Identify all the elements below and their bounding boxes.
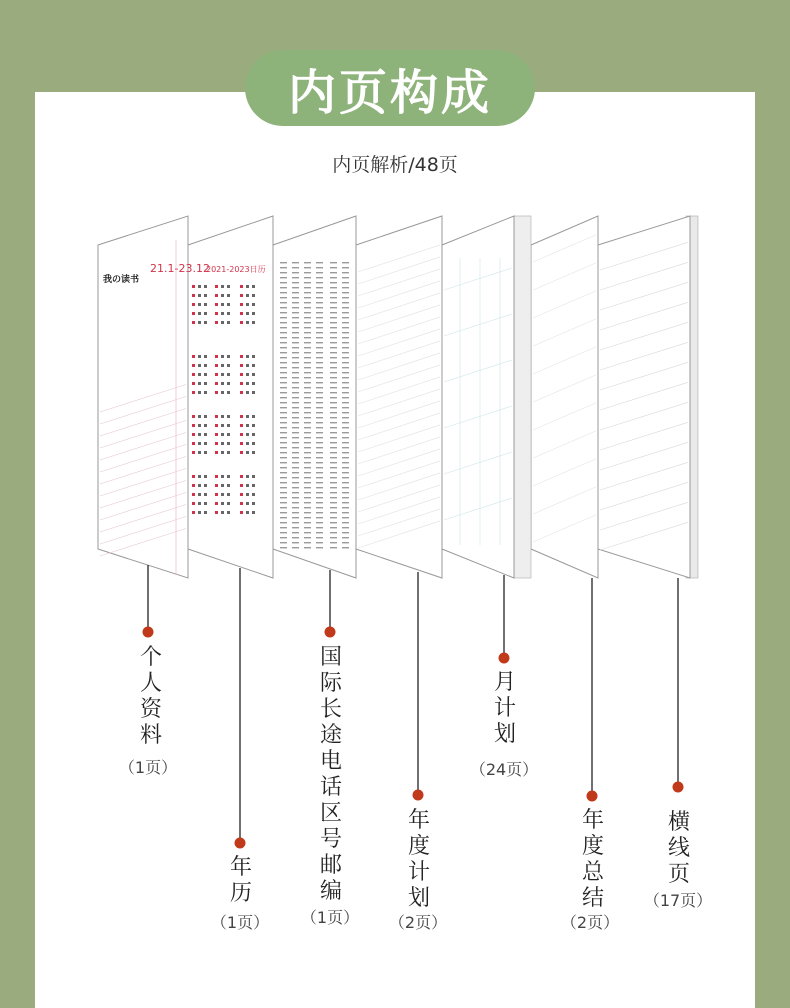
section-page-count: （1页） bbox=[300, 908, 360, 927]
section-page-count: （24页） bbox=[469, 760, 539, 779]
section-label: 月 计 划 bbox=[493, 670, 516, 747]
monthly-plan-thumbnail bbox=[442, 216, 531, 578]
section-page-count: （2页） bbox=[388, 913, 448, 932]
section-label: 年 度 总 结 bbox=[581, 808, 604, 911]
section-label: 年 历 bbox=[229, 855, 252, 906]
annual-summary-thumbnail bbox=[531, 216, 598, 578]
section-label: 国 际 长 途 电 话 区 号 邮 编 bbox=[319, 645, 342, 904]
marker-dot bbox=[499, 653, 510, 664]
personal-date: 21.1-23.12 bbox=[150, 262, 210, 275]
marker-dot bbox=[673, 782, 684, 793]
marker-dot bbox=[235, 838, 246, 849]
marker-dot bbox=[325, 627, 336, 638]
section-label: 个 人 资 料 bbox=[139, 645, 162, 748]
section-label: 年 度 计 划 bbox=[407, 808, 430, 911]
section-page-count: （17页） bbox=[643, 891, 713, 910]
section-page-count: （1页） bbox=[118, 758, 178, 777]
calendar-title: 2021-2023日历 bbox=[206, 265, 266, 274]
page-subtitle: 内页解析/48页 bbox=[332, 154, 458, 176]
marker-dot bbox=[413, 790, 424, 801]
page-title: 内页构成 bbox=[287, 64, 492, 121]
section-page-count: （1页） bbox=[210, 913, 270, 932]
section-page-count: （2页） bbox=[560, 913, 620, 932]
codes-page-thumbnail bbox=[273, 216, 356, 578]
section-label: 横 线 页 bbox=[667, 810, 690, 887]
lined-page-thumbnail bbox=[598, 216, 698, 578]
marker-dot bbox=[587, 791, 598, 802]
annual-plan-thumbnail bbox=[356, 216, 442, 578]
personal-name: 我の读书 bbox=[103, 275, 140, 285]
marker-dot bbox=[143, 627, 154, 638]
